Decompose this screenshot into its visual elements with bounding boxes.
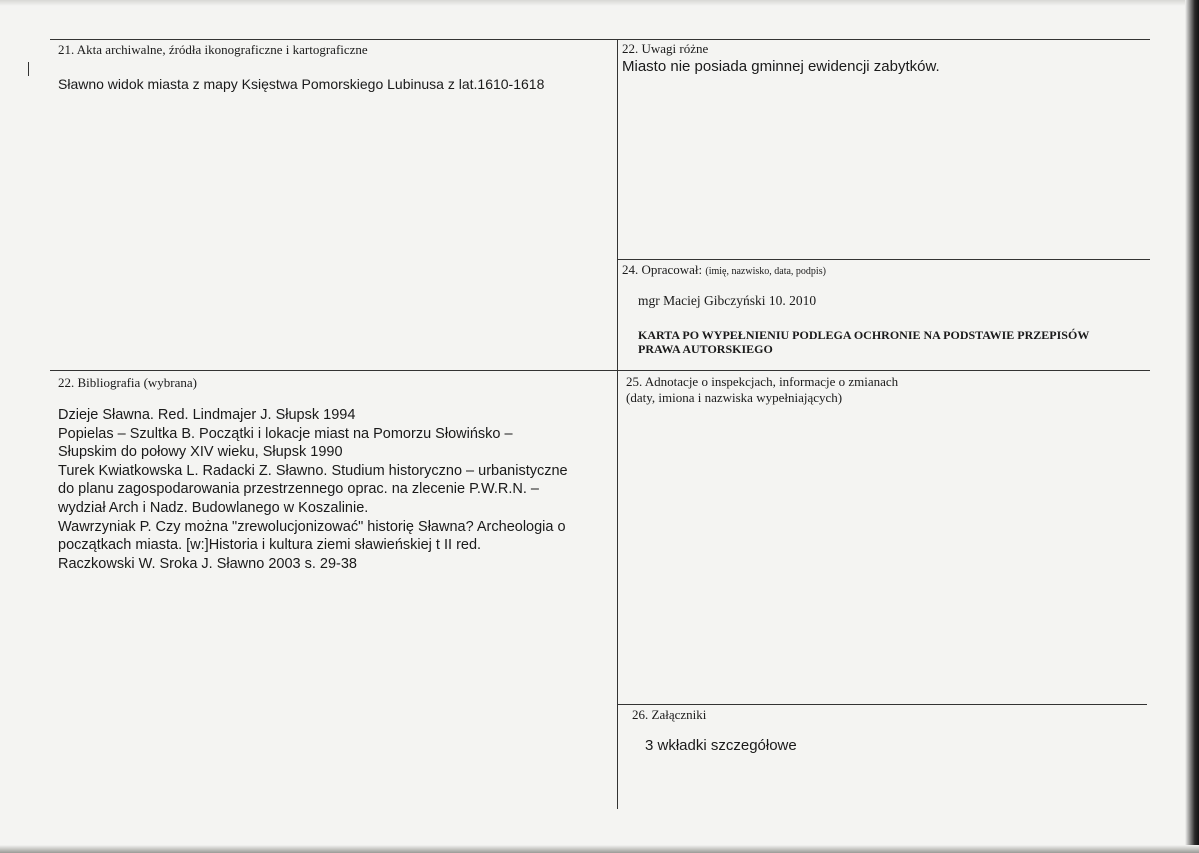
section-25-heading-line-1: 25. Adnotacje o inspekcjach, informacje o zmianach xyxy=(626,374,899,389)
rule-middle xyxy=(50,370,1150,371)
section-24-heading xyxy=(622,262,826,278)
rule-section-26 xyxy=(617,704,1147,705)
bibliography-line: Słupskim do połowy XIV wieku, Słupsk 1990 xyxy=(58,444,343,461)
section-26-heading: 26. Załączniki xyxy=(632,707,707,722)
bibliography-line: wydział Arch i Nadz. Budowlanego w Koszalinie. xyxy=(58,499,369,516)
section-24-heading-label: 24. Opracował: xyxy=(622,262,703,277)
section-22-bibliography-heading: 22. Bibliografia (wybrana) xyxy=(58,375,197,390)
bibliography-line: Raczkowski W. Sroka J. Sławno 2003 s. 29-38 xyxy=(58,555,357,572)
copyright-notice-line-1: KARTA PO WYPEŁNIENIU PODLEGA OCHRONIE NA PODSTAWIE PRZEPISÓW xyxy=(638,328,1090,342)
section-24-heading-note: (imię, nazwisko, data, podpis) xyxy=(705,266,826,277)
bibliography-line: Wawrzyniak P. Czy można "zrewolucjonizować" historię Sławna? Archeologia o xyxy=(58,518,566,535)
section-21-text: Sławno widok miasta z mapy Księstwa Pomorskiego Lubinusa z lat.1610-1618 xyxy=(58,76,545,92)
bibliography-line: Turek Kwiatkowska L. Radacki Z. Sławno. Studium historyczno – urbanistyczne xyxy=(58,462,568,479)
rule-section-24 xyxy=(617,259,1150,260)
margin-mark xyxy=(28,62,29,76)
section-24-author: mgr Maciej Gibczyński 10. 2010 xyxy=(638,293,817,308)
page-right-edge xyxy=(1185,0,1199,853)
section-25-heading-line-2: (daty, imiona i nazwiska wypełniających) xyxy=(626,390,843,405)
page-bottom-edge xyxy=(0,845,1199,853)
bibliography-line: Popielas – Szultka B. Początki i lokacje miast na Pomorzu Słowińsko – xyxy=(58,425,513,442)
section-21-heading: 21. Akta archiwalne, źródła ikonograficzne i kartograficzne xyxy=(58,42,368,57)
section-22-notes-text: Miasto nie posiada gminnej ewidencji zabytków. xyxy=(622,58,940,75)
section-26-text: 3 wkładki szczegółowe xyxy=(645,737,797,754)
top-rule xyxy=(50,39,1150,40)
bibliography-line: do planu zagospodarowania przestrzennego oprac. na zlecenie P.W.R.N. – xyxy=(58,481,539,498)
bibliography-list xyxy=(58,406,618,573)
section-22-notes-heading: 22. Uwagi różne xyxy=(622,41,709,56)
copyright-notice-line-2: PRAWA AUTORSKIEGO xyxy=(638,342,773,356)
bibliography-line: Dzieje Sławna. Red. Lindmajer J. Słupsk 1994 xyxy=(58,407,356,423)
bibliography-line: początkach miasta. [w:]Historia i kultura ziemi sławieńskiej t II red. xyxy=(58,537,482,554)
page-top-shade xyxy=(0,0,1199,6)
